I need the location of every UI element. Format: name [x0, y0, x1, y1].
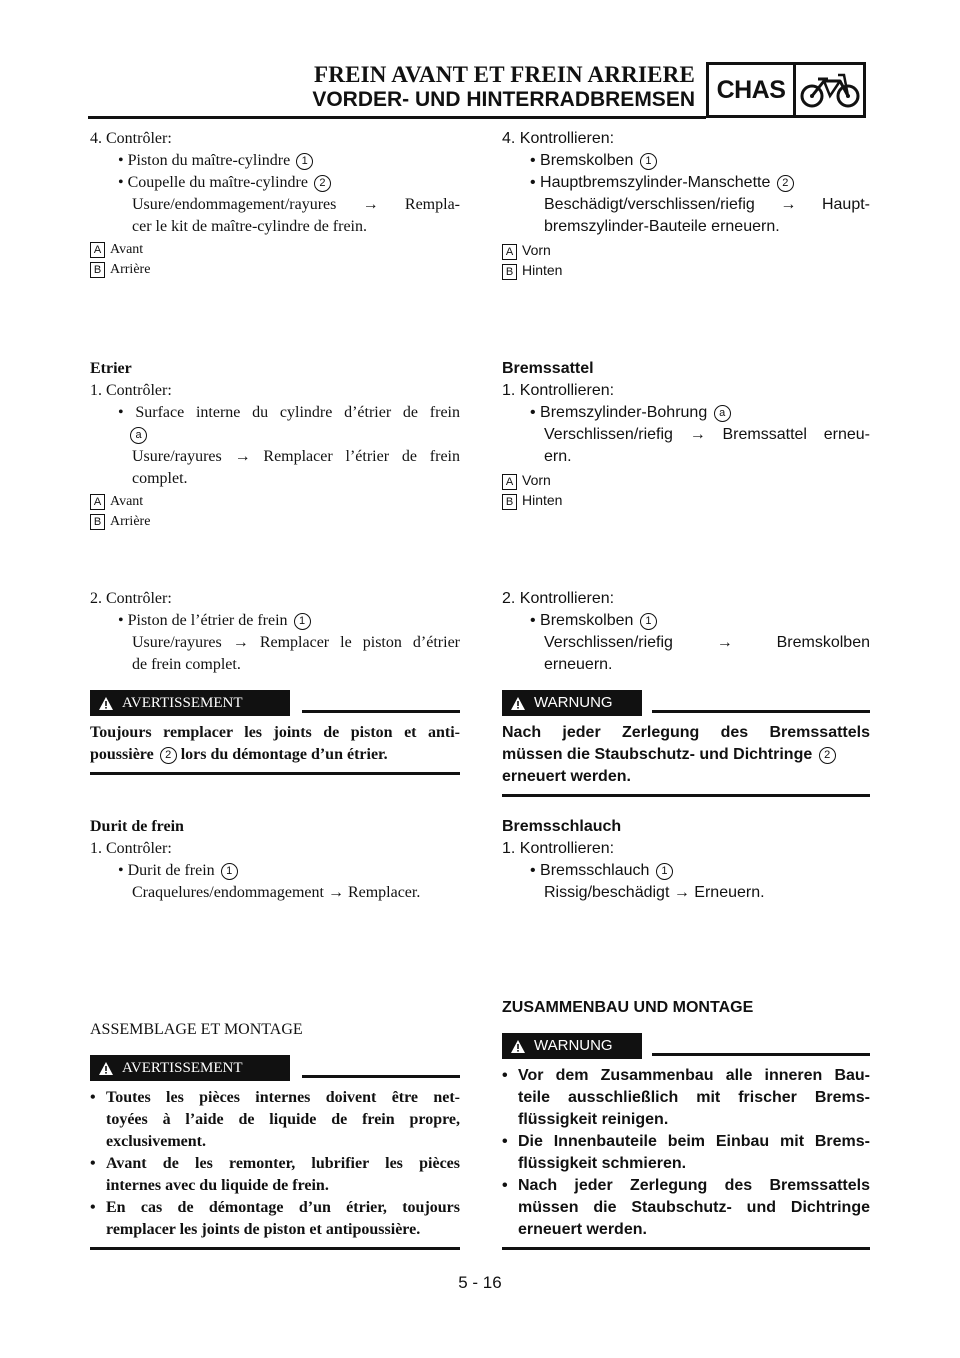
- section-title: Etrier: [90, 360, 132, 377]
- bullet-item: • Surface interne du cylindre d’étrier de frein: [118, 404, 460, 421]
- header-title-fr: FREIN AVANT ET FREIN ARRIERE: [314, 62, 695, 87]
- bullet-item: • Durit de frein 1: [90, 860, 460, 882]
- bullet-item: • Bremskolben 1: [502, 150, 870, 172]
- warning-box-fr-2: [90, 1055, 460, 1081]
- step-text: 2. Contrôler:: [90, 590, 172, 607]
- step-text: erneuern.: [544, 656, 613, 673]
- step-text: 1. Contrôler:: [90, 382, 172, 399]
- bullet-item: • Bremsschlauch 1: [502, 860, 870, 882]
- callout-number: 2: [314, 175, 331, 192]
- section-caliper-de: [502, 358, 870, 510]
- callout-number: 2: [777, 175, 794, 192]
- section-hose-fr: [90, 816, 460, 904]
- bullet-item: [90, 424, 460, 446]
- warning-icon: [510, 696, 526, 711]
- step-text: Usure/rayures → Remplacer le piston d’étrier: [132, 634, 460, 651]
- warning-rule: [302, 1075, 460, 1078]
- step-text: 4. Kontrollieren:: [502, 130, 615, 147]
- section-hose-de: [502, 816, 870, 904]
- warning-icon: [98, 696, 114, 711]
- step-text: Craquelures/endommagement → Remplacer.: [132, 884, 421, 901]
- warning-icon: [98, 1061, 114, 1076]
- step-text: Rissig/beschädigt → Erneuern.: [544, 884, 765, 901]
- section-title: ZUSAMMENBAU UND MONTAGE: [502, 999, 754, 1016]
- header-title-de: VORDER- UND HINTERRADBREMSEN: [312, 88, 695, 111]
- figure-legend: A Avant: [90, 240, 460, 260]
- section-piston-de: [502, 588, 870, 676]
- warning-rule: [652, 710, 870, 713]
- warning-bottom-rule: [90, 1247, 460, 1250]
- warning-bullet: • Vor dem Zusammenbau alle inneren Bau- teile ausschließlich mit frischer Brems- flüssigkeit reinigen.: [502, 1067, 870, 1128]
- page-number: 5 - 16: [458, 1273, 502, 1292]
- bullet-item: • Piston du maître-cylindre 1: [90, 150, 460, 172]
- callout-number: 1: [640, 613, 657, 630]
- warning-rule: [302, 710, 460, 713]
- step-text: bremszylinder-Bauteile erneuern.: [544, 218, 780, 235]
- section-title: Bremsschlauch: [502, 818, 622, 835]
- warning-bottom-rule: [90, 772, 460, 775]
- warning-box-de-1: [502, 690, 870, 797]
- warning-label: WARNUNG: [502, 690, 642, 716]
- step-text: 1. Contrôler:: [90, 840, 172, 857]
- step-text: cer le kit de maître-cylindre de frein.: [132, 218, 367, 235]
- section-piston-fr: [90, 588, 460, 676]
- warning-text: poussière 2 lors du démontage d’un étrier.: [90, 746, 388, 763]
- step-text: complet.: [132, 470, 188, 487]
- section-assembly-de: [502, 997, 870, 1250]
- figure-legend: A Vorn: [502, 240, 870, 260]
- step-text: Verschlissen/riefig → Bremskolben: [544, 634, 870, 651]
- figure-legend: A Avant: [90, 492, 460, 512]
- step-text: 1. Kontrollieren:: [502, 382, 615, 399]
- callout-number: 1: [640, 153, 657, 170]
- section-assembly-fr: [90, 1019, 460, 1250]
- section-title: Durit de frein: [90, 818, 184, 835]
- figure-legend: B Arrière: [90, 260, 460, 280]
- bullet-item: • Bremskolben 1: [502, 610, 870, 632]
- warning-icon: [510, 1039, 526, 1054]
- warning-bottom-rule: [502, 1247, 870, 1250]
- step-text: 4. Contrôler:: [90, 130, 172, 147]
- figure-legend: B Arrière: [90, 512, 460, 532]
- section-title: ASSEMBLAGE ET MONTAGE: [90, 1021, 303, 1038]
- warning-bullet: • Avant de les remonter, lubrifier les pièces internes avec du liquide de frein.: [90, 1155, 460, 1194]
- section-master-cylinder-fr: [90, 128, 460, 280]
- warning-text: erneuert werden.: [502, 768, 631, 785]
- warning-box-de-2: [502, 1033, 870, 1059]
- warning-label: WARNUNG: [502, 1033, 642, 1059]
- step-text: Usure/rayures → Remplacer l’étrier de frein: [132, 448, 460, 465]
- step-text: Usure/endommagement/rayures → Rempla-: [132, 196, 460, 213]
- warning-bullet: • Toutes les pièces internes doivent être net- toyées à l’aide de liquide de frein propre, exclusivement.: [90, 1089, 460, 1150]
- header-rule: [88, 116, 706, 119]
- warning-box-fr-1: [90, 690, 460, 775]
- section-label: CHAS: [709, 65, 796, 115]
- bullet-item: • Coupelle du maître-cylindre 2: [90, 172, 460, 194]
- warning-text: Toujours remplacer les joints de piston et anti-: [90, 724, 460, 741]
- section-badge: [706, 62, 866, 118]
- warning-bullet: • Die Innenbauteile beim Einbau mit Brems- flüssigkeit schmieren.: [502, 1133, 870, 1172]
- bullet-item: • Piston de l’étrier de frein 1: [90, 610, 460, 632]
- section-master-cylinder-de: [502, 128, 870, 280]
- step-text: 2. Kontrollieren:: [502, 590, 615, 607]
- warning-label: AVERTISSEMENT: [90, 1055, 290, 1081]
- warning-text: müssen die Staubschutz- und Dichtringe 2: [502, 744, 870, 766]
- warning-text: Nach jeder Zerlegung des Bremssattels: [502, 724, 870, 741]
- figure-legend: B Hinten: [502, 490, 870, 510]
- callout-number: 1: [294, 613, 311, 630]
- callout-letter: a: [714, 405, 731, 422]
- step-text: ern.: [544, 448, 572, 465]
- callout-number: 2: [819, 747, 836, 764]
- step-text: 1. Kontrollieren:: [502, 840, 615, 857]
- step-text: de frein complet.: [132, 656, 241, 673]
- step-text: Beschädigt/verschlissen/riefig → Haupt-: [544, 196, 870, 213]
- bullet-item: • Bremszylinder-Bohrung a: [502, 402, 870, 424]
- callout-number: 1: [221, 863, 238, 880]
- callout-number: 2: [160, 747, 177, 764]
- callout-number: 1: [296, 153, 313, 170]
- section-caliper-fr: [90, 358, 460, 532]
- callout-number: 1: [656, 863, 673, 880]
- figure-legend: B Hinten: [502, 260, 870, 280]
- section-title: Bremssattel: [502, 360, 594, 377]
- warning-bullet: • Nach jeder Zerlegung des Bremssattels müssen die Staubschutz- und Dichtringe erneuert werden.: [502, 1177, 870, 1238]
- bullet-item: • Hauptbremszylinder-Manschette 2: [502, 172, 870, 194]
- warning-rule: [652, 1053, 870, 1056]
- warning-bottom-rule: [502, 794, 870, 797]
- warning-bullet: • En cas de démontage d’un étrier, toujours remplacer les joints de piston et antipoussière.: [90, 1199, 460, 1238]
- warning-label: AVERTISSEMENT: [90, 690, 290, 716]
- motorcycle-icon: [796, 65, 863, 115]
- callout-letter: a: [130, 427, 147, 444]
- figure-legend: A Vorn: [502, 470, 870, 490]
- step-text: Verschlissen/riefig → Bremssattel erneu-: [544, 426, 870, 443]
